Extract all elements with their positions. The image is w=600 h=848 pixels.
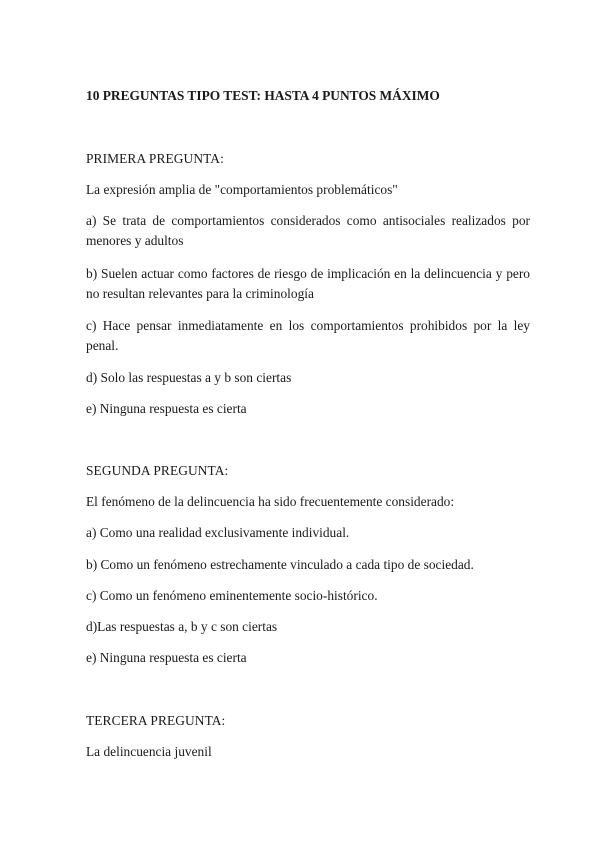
question-2-option-a: a) Como una realidad exclusivamente individual. [86,525,350,540]
question-2-stem: El fenómeno de la delincuencia ha sido frecuentemente considerado: [86,494,455,509]
question-1-option-c: c) Hace pensar inmediatamente en los comportamientos prohibidos por la ley penal. [86,318,530,353]
question-1-option-b: b) Suelen actuar como factores de riesgo de implicación en la delincuencia y pero no resultan relevantes para la criminología [86,266,530,301]
question-1-option-d: d) Solo las respuestas a y b son ciertas [86,370,292,385]
question-1-option-e: e) Ninguna respuesta es cierta [86,401,247,416]
question-3-stem: La delincuencia juvenil [86,744,212,759]
question-2-heading: SEGUNDA PREGUNTA: [86,463,229,478]
question-1-heading: PRIMERA PREGUNTA: [86,151,224,166]
question-2-option-e: e) Ninguna respuesta es cierta [86,650,247,665]
question-2-option-b: b) Como un fenómeno estrechamente vinculado a cada tipo de sociedad. [86,557,474,572]
question-2-option-c: c) Como un fenómeno eminentemente socio-histórico. [86,588,378,603]
question-1-stem: La expresión amplia de "comportamientos problemáticos" [86,182,398,197]
question-2-option-d: d)Las respuestas a, b y c son ciertas [86,619,278,634]
exam-title: 10 PREGUNTAS TIPO TEST: HASTA 4 PUNTOS MÁXIMO [86,88,440,103]
question-1-option-a: a) Se trata de comportamientos considerados como antisociales realizados por menores y adultos [86,213,530,248]
question-3-heading: TERCERA PREGUNTA: [86,713,226,728]
